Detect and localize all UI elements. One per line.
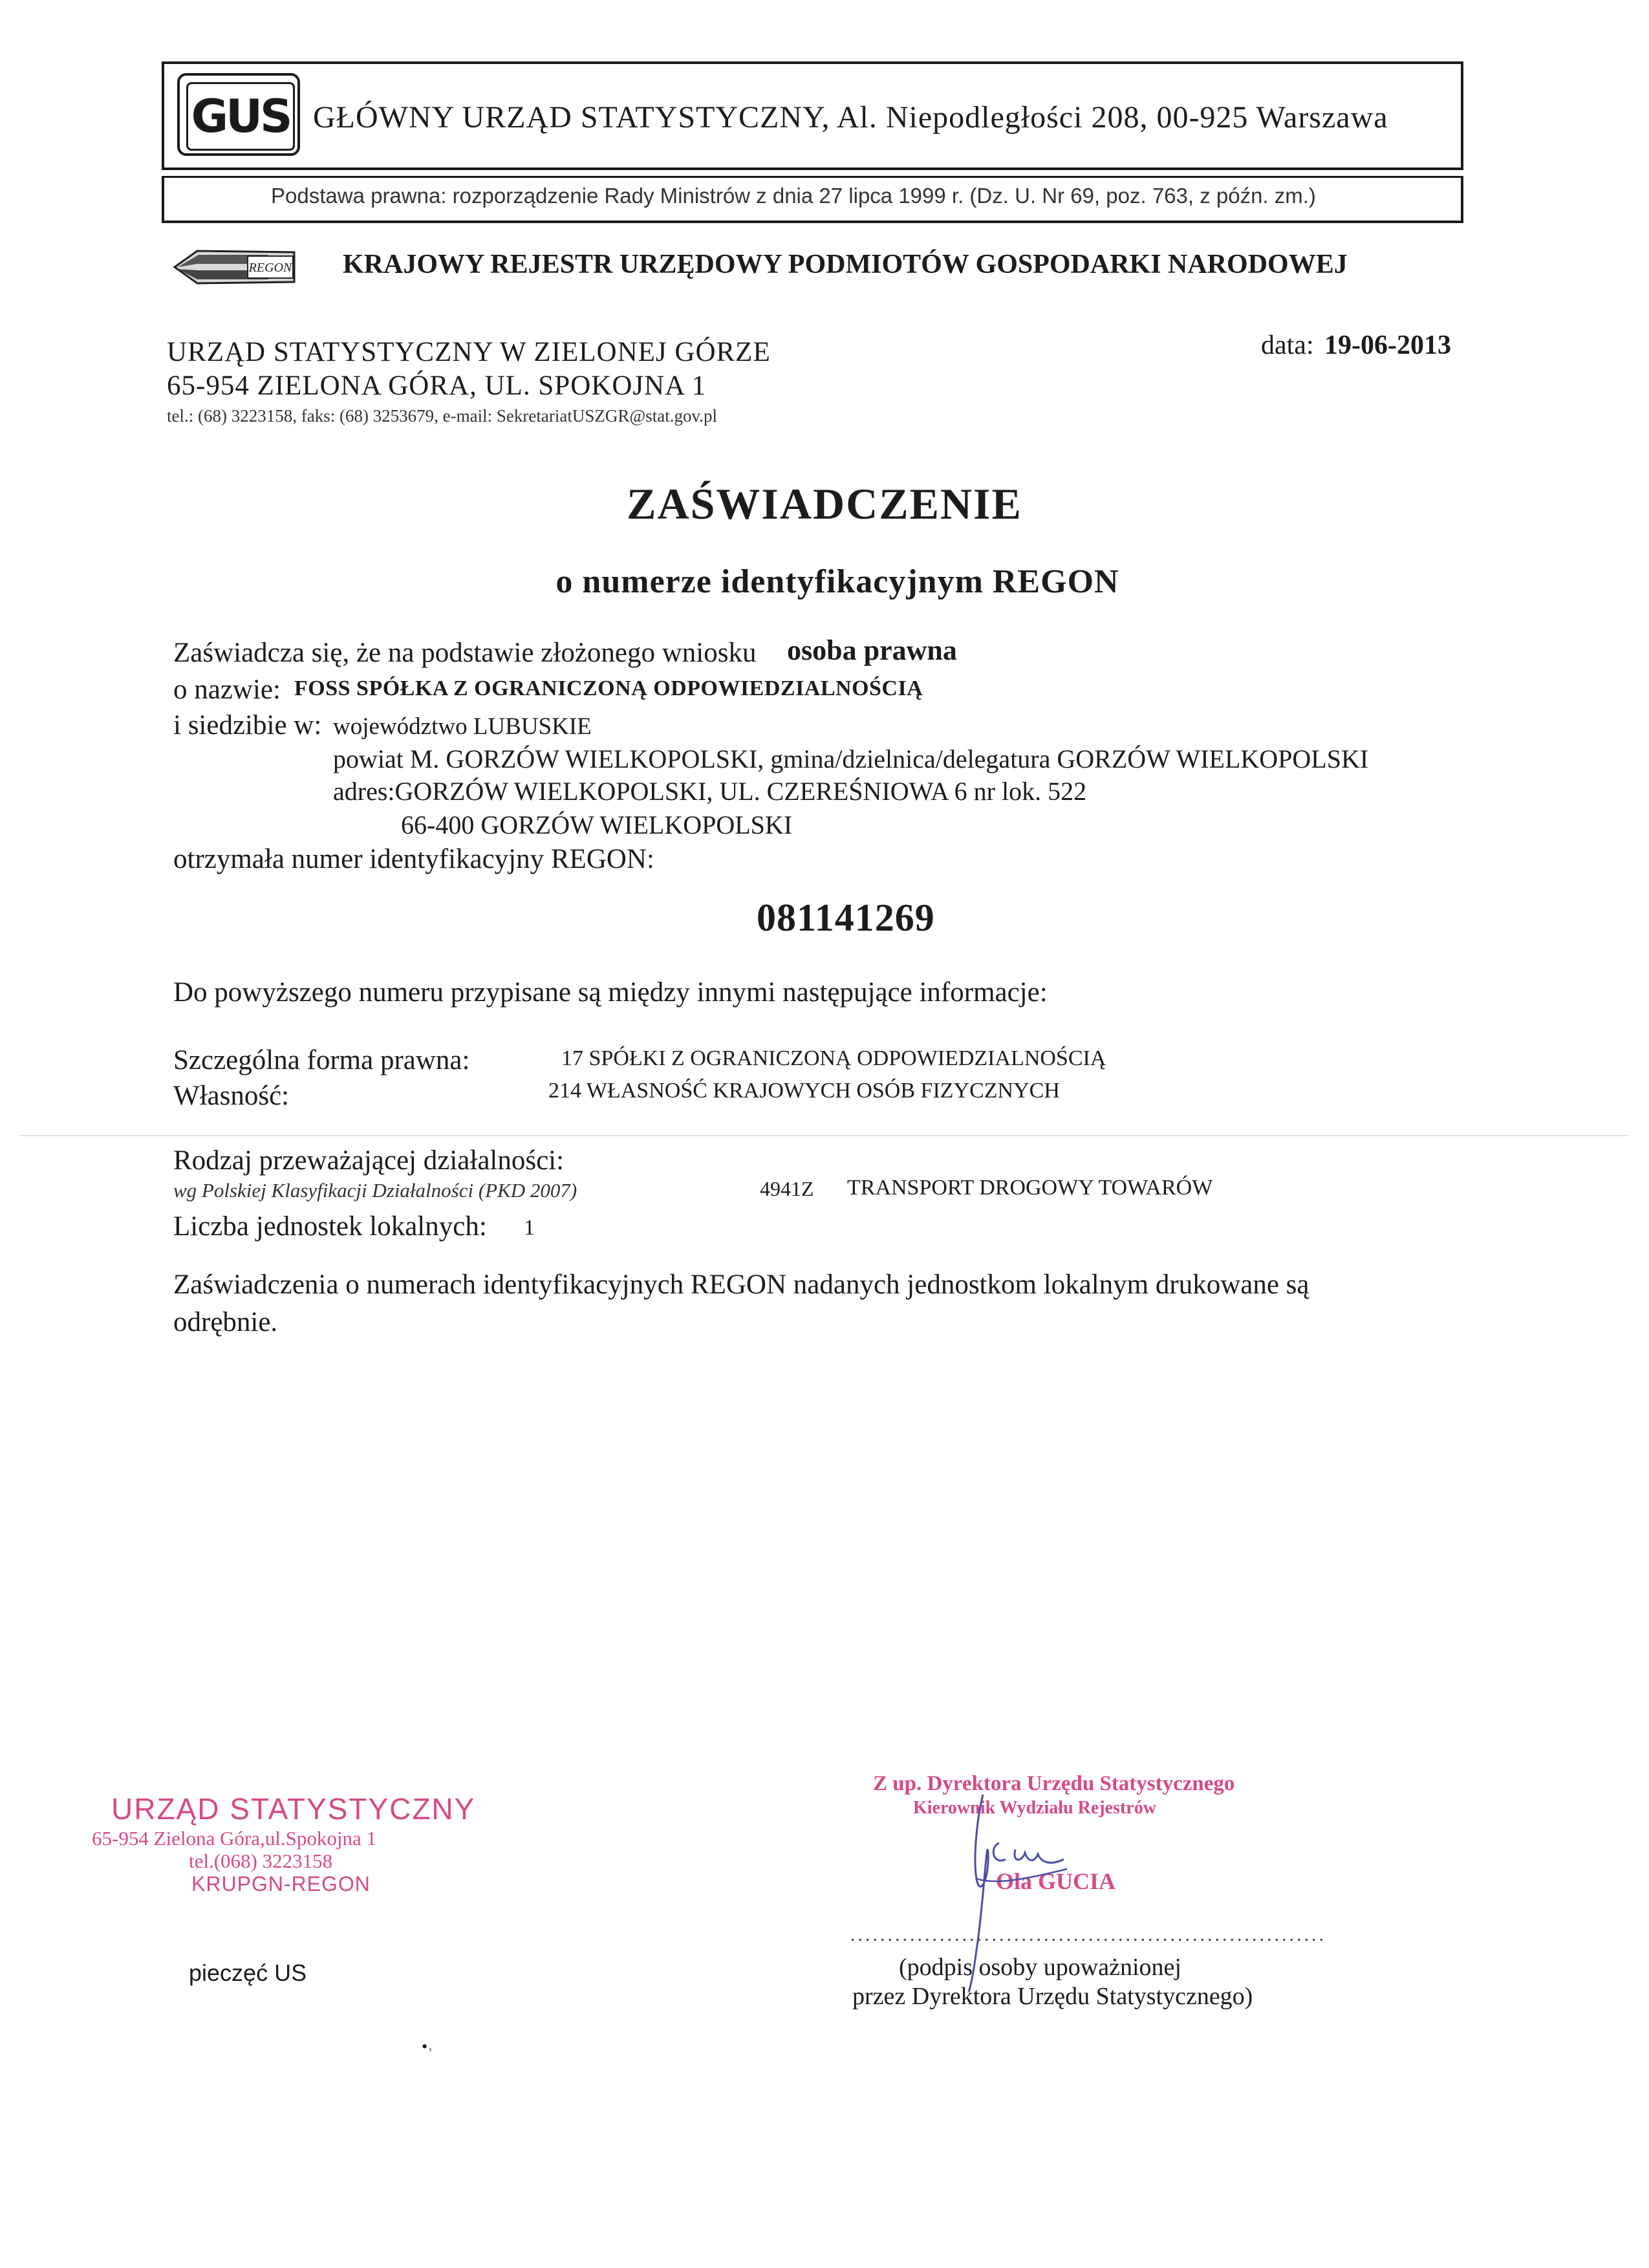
regon-logo-icon bbox=[171, 244, 297, 290]
header-title: GŁÓWNY URZĄD STATYSTYCZNY, Al. Niepodległości 208, 00-925 Warszawa bbox=[313, 100, 1388, 135]
document-subtitle: o numerze identyfikacyjnym REGON bbox=[555, 563, 1119, 600]
signer-stamp-line-2: Kierownik Wydziału Rejestrów bbox=[913, 1798, 1156, 1818]
voivodeship: województwo LUBUSKIE bbox=[333, 713, 592, 740]
signer-name: Ola GUCIA bbox=[996, 1868, 1116, 1894]
signature-line: ................................................................ bbox=[850, 1924, 1326, 1945]
office-address: 65-954 ZIELONA GÓRA, UL. SPOKOJNA 1 bbox=[167, 371, 707, 401]
gus-logo-text: GUS bbox=[186, 82, 295, 151]
signature-caption-1: (podpis osoby upoważnionej bbox=[899, 1954, 1181, 1981]
body-line-7: otrzymała numer identyfikacyjny REGON: bbox=[173, 844, 654, 874]
body-line-1: Zaświadcza się, że na podstawie złożonego wniosku bbox=[173, 638, 757, 668]
regon-number: 081141269 bbox=[757, 896, 935, 939]
district: powiat M. GORZÓW WIELKOPOLSKI, gmina/dzielnica/delegatura GORZÓW WIELKOPOLSKI bbox=[333, 744, 1369, 773]
document-title: ZAŚWIADCZENIE bbox=[627, 479, 1022, 528]
info-intro: Do powyższego numeru przypisane są między innymi następujące informacje: bbox=[173, 977, 1048, 1008]
activity-sublabel: wg Polskiej Klasyfikacji Działalności (PKD 2007) bbox=[173, 1179, 577, 1202]
company-name: FOSS SPÓŁKA Z OGRANICZONĄ ODPOWIEDZIALNOŚCIĄ bbox=[294, 676, 923, 700]
legal-basis-text: Podstawa prawna: rozporządzenie Rady Ministrów z dnia 27 lipca 1999 r. (Dz. U. Nr 69, poz. 763, z późn. zm.) bbox=[271, 184, 1316, 208]
closing-line-2: odrębnie. bbox=[173, 1307, 278, 1337]
legal-form-label: Szczególna forma prawna: bbox=[173, 1045, 470, 1075]
office-stamp-line-4: KRUPGN-REGON bbox=[191, 1872, 371, 1895]
body-line-3: i siedzibie w: bbox=[173, 710, 322, 740]
entity-type: osoba prawna bbox=[787, 634, 957, 666]
header-box bbox=[162, 61, 1463, 170]
ownership-value: 214 WŁASNOŚĆ KRAJOWYCH OSÓB FIZYCZNYCH bbox=[548, 1079, 1060, 1103]
local-units-value: 1 bbox=[524, 1216, 535, 1240]
office-stamp-line-1: URZĄD STATYSTYCZNY bbox=[111, 1792, 476, 1826]
address: adres:GORZÓW WIELKOPOLSKI, UL. CZEREŚNIOWA 6 nr lok. 522 bbox=[333, 777, 1087, 806]
postal-address: 66-400 GORZÓW WIELKOPOLSKI bbox=[401, 810, 793, 839]
office-contact: tel.: (68) 3223158, faks: (68) 3253679, e-mail: SekretariatUSZGR@stat.gov.pl bbox=[167, 406, 717, 426]
regon-logo-text: REGON bbox=[248, 261, 292, 275]
office-stamp-line-3: tel.(068) 3223158 bbox=[189, 1850, 333, 1872]
date-label: data: bbox=[1261, 330, 1314, 360]
signer-stamp-line-1: Z up. Dyrektora Urzędu Statystycznego bbox=[873, 1772, 1235, 1795]
activity-name: TRANSPORT DROGOWY TOWARÓW bbox=[847, 1176, 1213, 1200]
activity-code: 4941Z bbox=[760, 1177, 814, 1200]
ownership-label: Własność: bbox=[173, 1081, 290, 1111]
body-line-2: o nazwie: bbox=[173, 675, 281, 705]
closing-line-1: Zaświadczenia o numerach identyfikacyjnych REGON nadanych jednostkom lokalnym drukowane są bbox=[173, 1269, 1310, 1300]
gus-logo-icon bbox=[177, 73, 300, 156]
activity-label: Rodzaj przeważającej działalności: bbox=[173, 1145, 565, 1176]
office-stamp-line-2: 65-954 Zielona Góra,ul.Spokojna 1 bbox=[92, 1827, 376, 1850]
legal-form-value: 17 SPÓŁKI Z OGRANICZONĄ ODPOWIEDZIALNOŚCIĄ bbox=[561, 1046, 1106, 1070]
office-name: URZĄD STATYSTYCZNY W ZIELONEJ GÓRZE bbox=[167, 337, 771, 367]
stray-mark: •˒ bbox=[422, 2037, 433, 2056]
legal-basis-box bbox=[162, 176, 1463, 223]
signature-caption-2: przez Dyrektora Urzędu Statystycznego) bbox=[852, 1983, 1253, 2010]
date-value: 19-06-2013 bbox=[1324, 330, 1451, 360]
paper-fold-line bbox=[19, 1135, 1630, 1136]
stamp-caption: pieczęć US bbox=[189, 1960, 307, 1986]
local-units-label: Liczba jednostek lokalnych: bbox=[173, 1211, 487, 1242]
registry-name: KRAJOWY REJESTR URZĘDOWY PODMIOTÓW GOSPODARKI NARODOWEJ bbox=[343, 250, 1348, 279]
